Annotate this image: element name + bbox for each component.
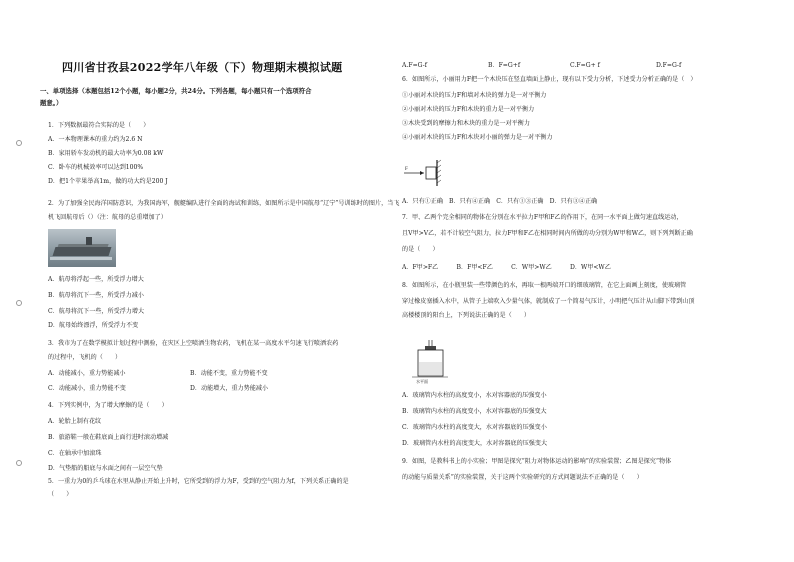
question-8-cont2: 高楼楼顶的阳台上，下列说法正确的是（ ） (402, 312, 530, 319)
statement-6-4: ④小丽对木块的压力F和木块对小丽的弹力是一对平衡力 (402, 134, 553, 141)
question-9-cont: 的动能与质量关系”的实验装置，关于这两个实验研究的方式问题说法不正确的是（ ） (402, 474, 643, 481)
option-8b: B．玻璃管内水柱的高度变小，水对容器底的压强变大 (402, 408, 547, 415)
question-8-cont: 穿过橡皮塞插入水中，从管子上端吹入少量气体，就制成了一个简易气压计，小明把气压计从山脚下带到山顶 (402, 298, 695, 305)
option-5c: C.F=G+ f (570, 62, 600, 69)
question-9: 9．如图，是教科书上的小实验；甲图是探究“阻力对物体运动的影响”的实验装置；乙图是探究“物体 (402, 458, 672, 465)
question-8: 8．如图所示，在小瓶里装一些带颜色的水，再取一根两端开口的细玻璃管，在它上面画上刻度，使玻璃管 (402, 282, 687, 289)
aircraft-carrier-photo (48, 229, 116, 267)
option-3a: A．动能减小，重力势能减小 (48, 370, 126, 377)
options-7: A．F甲>F乙 B．F甲<F乙 C．W甲>W乙 D．W甲<W乙 (402, 264, 611, 271)
binding-margin (16, 40, 22, 540)
statement-6-2: ②小丽对木块的压力F和木块的重力是一对平衡力 (402, 106, 535, 113)
option-2a: A．航母将浮起一些，所受浮力增大 (48, 276, 144, 283)
wall-block-figure (402, 158, 448, 188)
option-3c: C．动能减小，重力势能不变 (48, 385, 126, 392)
barometer-bottle-figure (410, 338, 450, 384)
binding-hole (16, 140, 22, 146)
option-4a: A．轮胎上制有花纹 (48, 418, 102, 425)
question-2: 2．为了加强全民海洋国防意识，为我国海军，舰艇编队进行全面的海试和训练，如图所示是中国航母“辽宁”号训练时的图片，当飞 (48, 200, 400, 207)
question-7: 7．甲、乙两个完全相同的物体在分别在水平拉力F甲和F乙的作用下，在同一水平面上做匀速直线运动， (402, 214, 683, 221)
question-7-cont2: 的是（ ） (402, 246, 439, 253)
option-1b: B．家用轿车发动机的最大功率为0.08 kW (48, 150, 164, 157)
binding-hole (16, 300, 22, 306)
statement-6-3: ③木块受到的摩擦力和木块的重力是一对平衡力 (402, 120, 530, 127)
option-2d: D．航母始终漂浮，所受浮力不变 (48, 322, 139, 329)
option-1d: D．把1个苹果举高1m，做的功大约是200 J (48, 178, 168, 185)
option-4b: B．旅游鞋一般在鞋底面上面行进时滚动增减 (48, 434, 169, 441)
surface-label: 水平面 (416, 379, 428, 384)
section-heading: 一、单项选择（本题包括12个小题，每小题2分，共24分。下列各题，每小题只有一个选项符合 (40, 87, 312, 95)
option-3b: B．动能不变，重力势能不变 (190, 370, 268, 377)
question-4: 4．下列实例中，为了增大摩擦的是（ ） (48, 402, 168, 409)
question-5-cont: （ ） (48, 491, 73, 498)
question-5: 5．一重力为0的乒乓球在水里从静止开始上升时，它所受到的浮力为F，受到的空气阻力为f，下列关系正确的是 (48, 478, 349, 485)
binding-hole (16, 460, 22, 466)
question-7-cont: 且V甲>V乙，若不计较空气阻力，拉力F甲和F乙在相同时间内所做的功分别为W甲和W乙，则下列判断正确 (402, 230, 693, 237)
option-5d: D.F=G-f (656, 62, 682, 69)
question-3: 3．我市为了在数学模拟计划过程中测验，在灾区上空喷洒生物农药，飞机在某一高度水平匀速飞行喷洒农药 (48, 340, 339, 347)
option-4d: D．气垫船的船底与水面之间有一层空气垫 (48, 465, 163, 472)
question-6: 6．如图所示，小丽用力F把一个木块压在竖直墙面上静止，现有以下受力分析，下述受力分析正确的是（ ） (402, 76, 697, 83)
statement-6-1: ①小丽对木块的压力F和墙对木块的弹力是一对平衡力 (402, 92, 547, 99)
option-2c: C．航母将沉下一些，所受浮力增大 (48, 308, 145, 315)
option-2b: B．航母将沉下一些，所受浮力减小 (48, 292, 144, 299)
option-3d: D．动能增大，重力势能减小 (190, 385, 269, 392)
option-5a: A.F=G-f (402, 62, 427, 69)
option-8d: D．玻璃管内水柱的高度变大，水对容器底的压强变大 (402, 440, 548, 447)
force-label: F (405, 167, 408, 172)
question-2-cont: 机飞回航母后（）（注：航母的总重增加了） (48, 214, 167, 221)
question-3-cont: 的过程中，飞机的（ ） (48, 354, 122, 361)
option-8c: C．玻璃管内水柱的高度变大，水对容器底的压强变小 (402, 424, 547, 431)
option-4c: C．在轴承中加滚珠 (48, 450, 102, 457)
option-1a: A．一本物理课本的重力约为2.6 N (48, 136, 143, 143)
option-5b: B．F=G+f (488, 62, 521, 69)
question-1: 1．下列数据最符合实际的是（ ） (48, 122, 150, 129)
exam-title: 四川省甘孜县2022学年八年级（下）物理期末模拟试题 (62, 61, 343, 74)
options-6: A．只有①正确 B．只有④正确 C．只有①③正确 D．只有③④正确 (402, 198, 598, 205)
option-1c: C．卧车的机械效率可以达到100% (48, 164, 144, 171)
option-8a: A．玻璃管内水柱的高度变小，水对容器底的压强变小 (402, 392, 547, 399)
section-heading-cont: 题意。） (40, 99, 63, 107)
